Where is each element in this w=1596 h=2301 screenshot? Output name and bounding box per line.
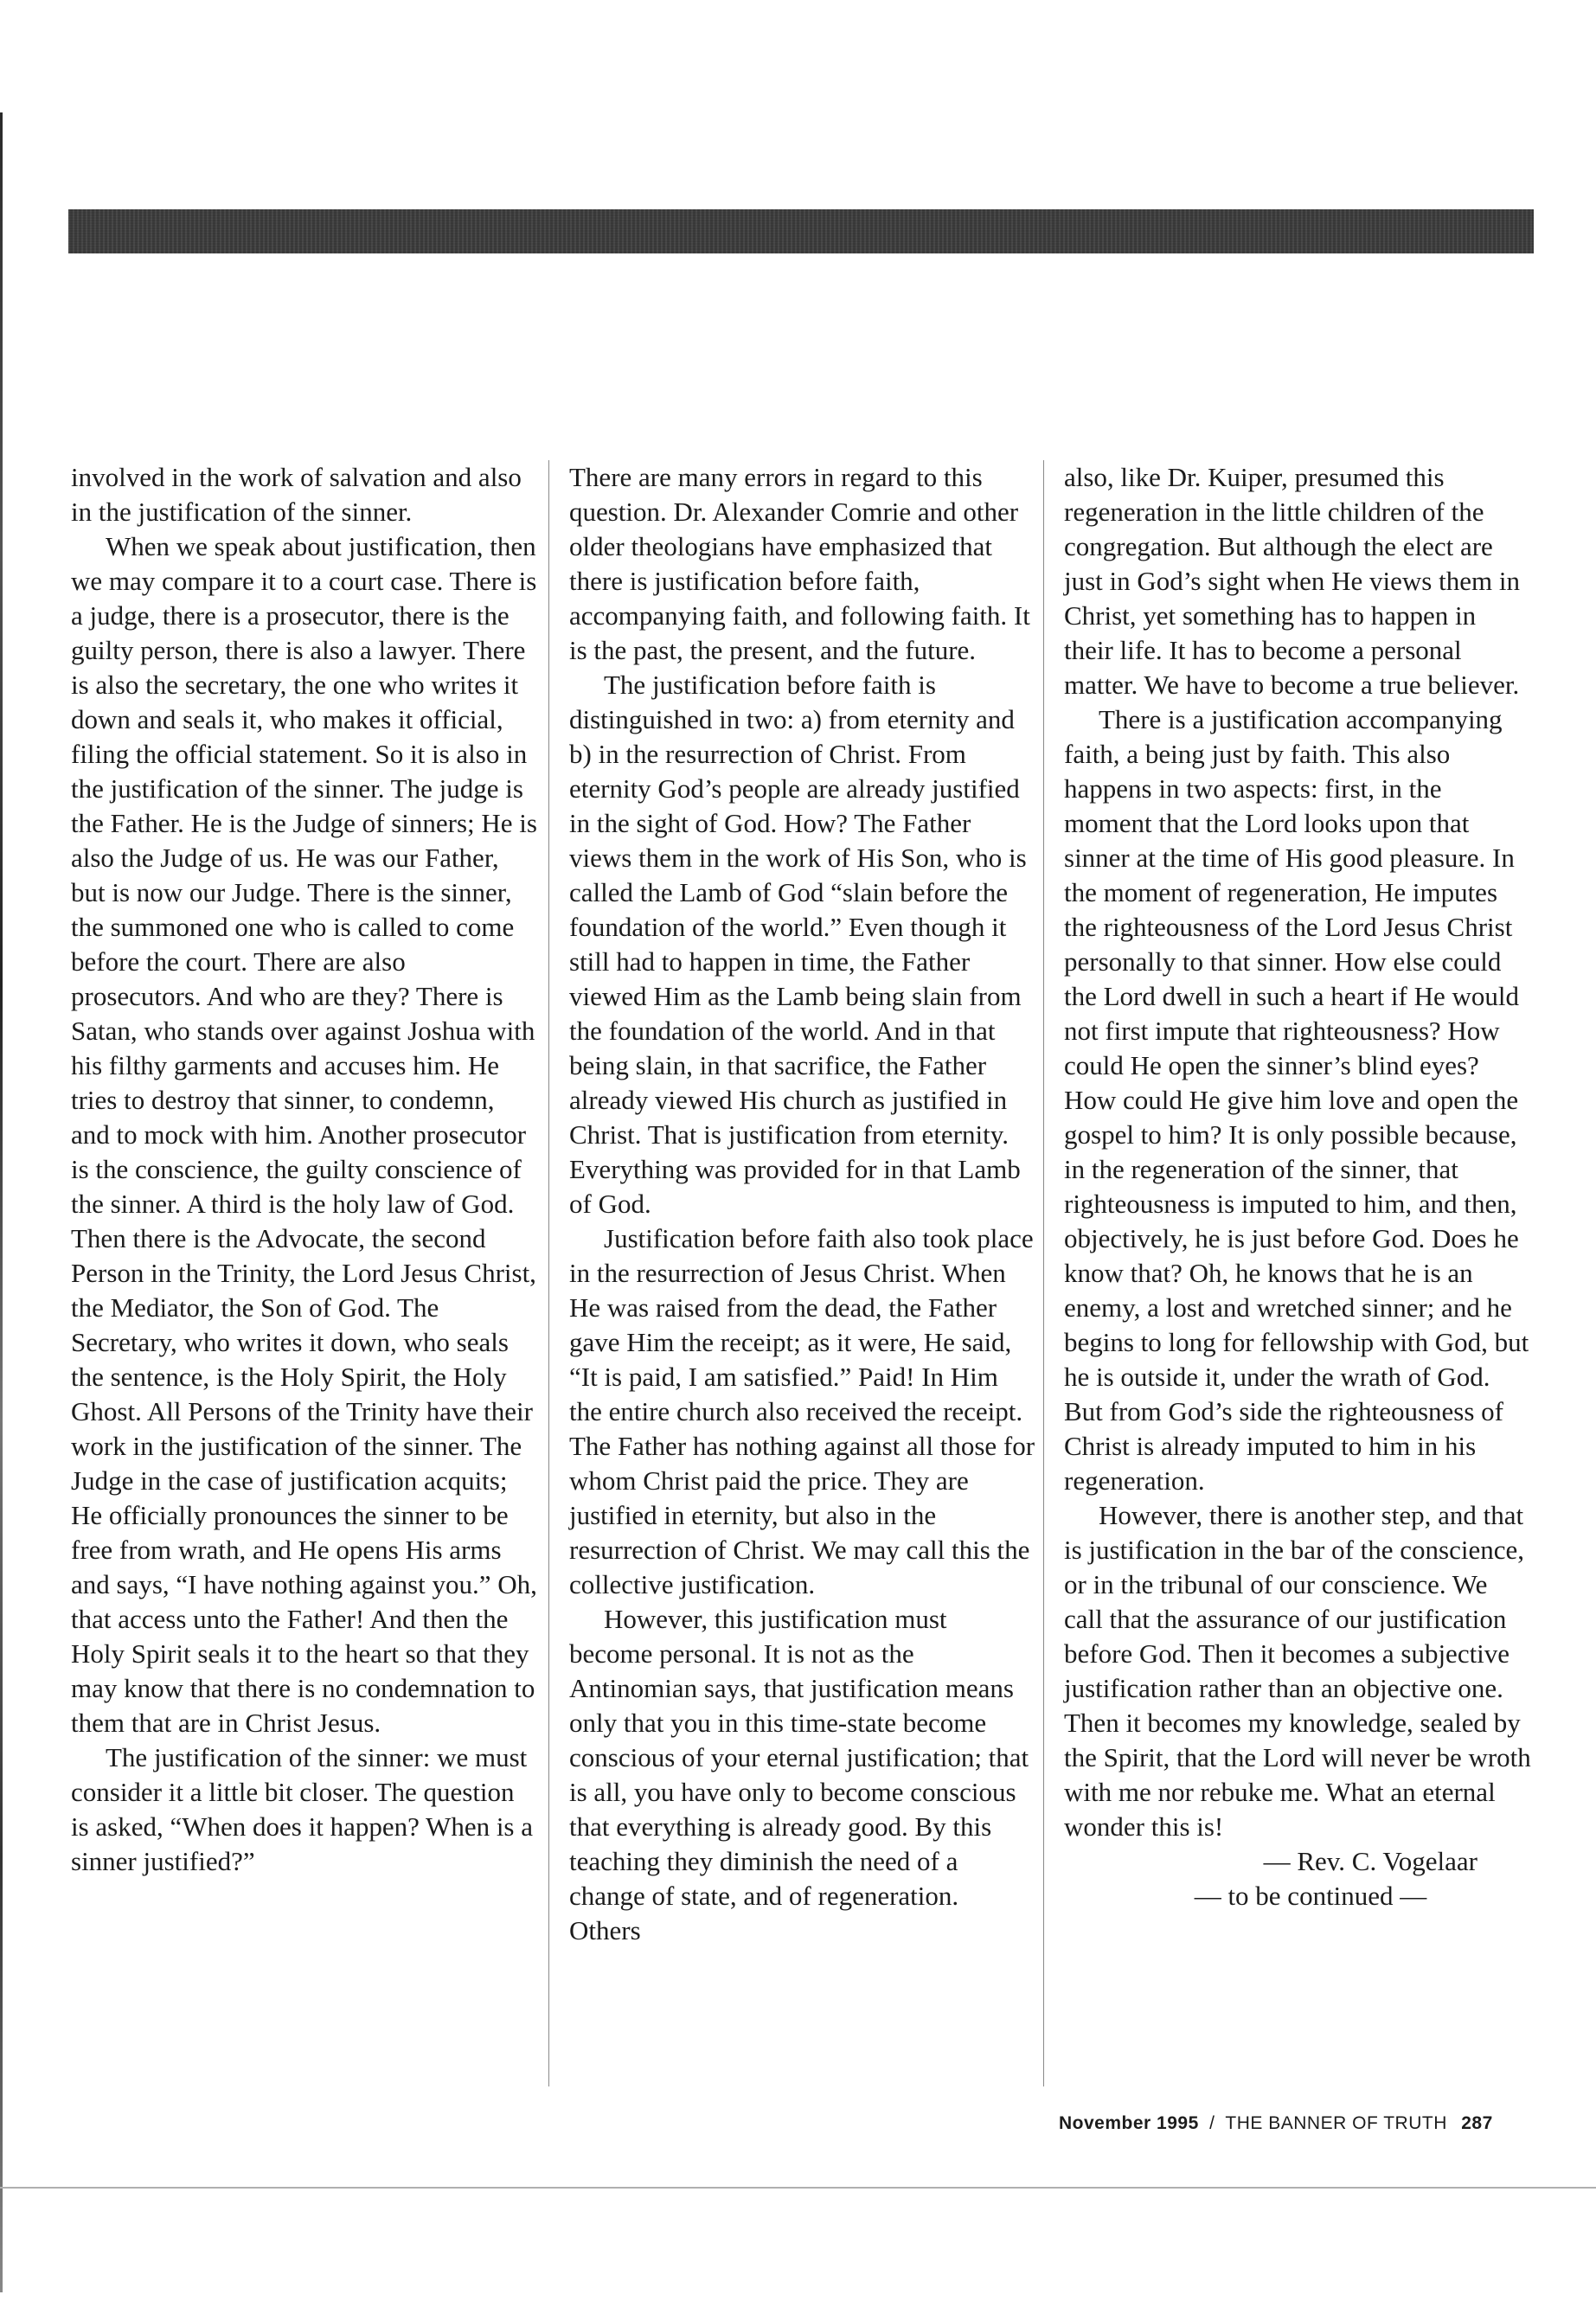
publication-name: THE BANNER OF TRUTH <box>1225 2113 1447 2133</box>
column-divider <box>1043 460 1044 2086</box>
header-band <box>68 209 1534 253</box>
paragraph: However, there is another step, and that is justification in the bar of the conscience, or in the tribunal of our conscience. We call that the assurance of our justification before God. Then it becomes a subjective justification rather than an objective one. Then it becomes my knowledge, sealed by the Spirit, that the Lord will never be wroth with me nor rebuke me. What an eternal wonder this is! <box>1064 1500 1531 1842</box>
article-column-3 <box>1064 460 1531 1913</box>
article-column-1 <box>71 460 538 1879</box>
paragraph: There are many errors in regard to this question. Dr. Alexander Comrie and other older theologians have emphasized that there is justification before faith, accompanying faith, and following faith. It is the past, the present, and the future. <box>569 462 1030 665</box>
column-divider <box>548 460 549 2086</box>
paragraph: also, like Dr. Kuiper, presumed this regeneration in the little children of the congregation. But although the elect are just in God’s sight when He views them in Christ, yet something has to happen in their life. It has to become a personal matter. We have to become a true believer. <box>1064 462 1520 700</box>
paragraph: involved in the work of salvation and also in the justification of the sinner. <box>71 462 522 527</box>
paragraph: The justification of the sinner: we must consider it a little bit closer. The question is asked, “When does it happen? When is a sinner justified?” <box>71 1742 534 1876</box>
page-number: 287 <box>1461 2113 1493 2133</box>
footer-separator: / <box>1209 2113 1215 2133</box>
article-column-2 <box>569 460 1036 1948</box>
author-signature: — Rev. C. Vogelaar <box>1263 1846 1477 1876</box>
issue-date: November 1995 <box>1059 2113 1199 2133</box>
paragraph: However, this justification must become personal. It is not as the Antinomian says, that justification means only that you in this time-state become conscious of your eternal justification; that is all, you have only to become conscious that everything is already good. By this teaching they diminish the need of a change of state, and of regeneration. Others <box>569 1604 1029 1945</box>
scan-edge-shadow <box>0 112 3 2292</box>
page-footer <box>1059 2113 1530 2134</box>
scan-bottom-edge <box>0 2187 1596 2189</box>
to-be-continued-note: — to be continued — <box>1194 1881 1427 1911</box>
paragraph: When we speak about justification, then we may compare it to a court case. There is a judge, there is a prosecutor, there is the guilty person, there is also a lawyer. There is also the secretary, the one who writes it down and seals it, who makes it official, filing the official statement. So it is also in the justification of the sinner. The judge is the Father. He is the Judge of sinners; He is also the Judge of us. He was our Father, but is now our Judge. There is the sinner, the summoned one who is called to come before the court. There are also prosecutors. And who are they? There is Satan, who stands over against Joshua with his filthy garments and accuses him. He tries to destroy that sinner, to condemn, and to mock with him. Another prosecutor is the conscience, the guilty conscience of the sinner. A third is the holy law of God. Then there is the Advocate, the second Person in the Trinity, the Lord Jesus Christ, the Mediator, the Son of God. The Secretary, who writes it down, who seals the sentence, is the Holy Spirit, the Holy Ghost. All Persons of the Trinity have their work in the justification of the sinner. The Judge in the case of justification acquits; He officially pronounces the sinner to be free from wrath, and He opens His arms and says, “I have nothing against you.” Oh, that access unto the Father! And then the Holy Spirit seals it to the heart so that they may know that there is no condemnation to them that are in Christ Jesus. <box>71 531 537 1738</box>
paragraph: Justification before faith also took place in the resurrection of Jesus Christ. When He was raised from the dead, the Father gave Him the receipt; as it were, He said, “It is paid, I am satisfied.” Paid! In Him the entire church also received the receipt. The Father has nothing against all those for whom Christ paid the price. They are justified in eternity, but also in the resurrection of Christ. We may call this the collective justification. <box>569 1223 1035 1599</box>
paragraph: The justification before faith is distinguished in two: a) from eternity and b) in the resurrection of Christ. From eternity God’s people are already justified in the sight of God. How? The Father views them in the work of His Son, who is called the Lamb of God “slain before the foundation of the world.” Even though it still had to happen in time, the Father viewed Him as the Lamb being slain from the foundation of the world. And in that being slain, in that sacrifice, the Father already viewed His church as justified in Christ. That is justification from eternity. Everything was provided for in that Lamb of God. <box>569 670 1027 1219</box>
paragraph: There is a justification accompanying faith, a being just by faith. This also happens in two aspects: first, in the moment that the Lord looks upon that sinner at the time of His good pleasure. In the moment of regeneration, He imputes the righteousness of the Lord Jesus Christ personally to that sinner. How else could the Lord dwell in such a heart if He would not first impute that righteousness? How could He open the sinner’s blind eyes? How could He give him love and open the gospel to him? It is only possible because, in the regeneration of the sinner, that righteousness is imputed to him, and then, objectively, he is just before God. Does he know that? Oh, he knows that he is an enemy, a lost and wretched sinner; and he begins to long for fellowship with God, but he is outside it, under the wrath of God. But from God’s side the righteousness of Christ is already imputed to him in his regeneration. <box>1064 704 1529 1496</box>
